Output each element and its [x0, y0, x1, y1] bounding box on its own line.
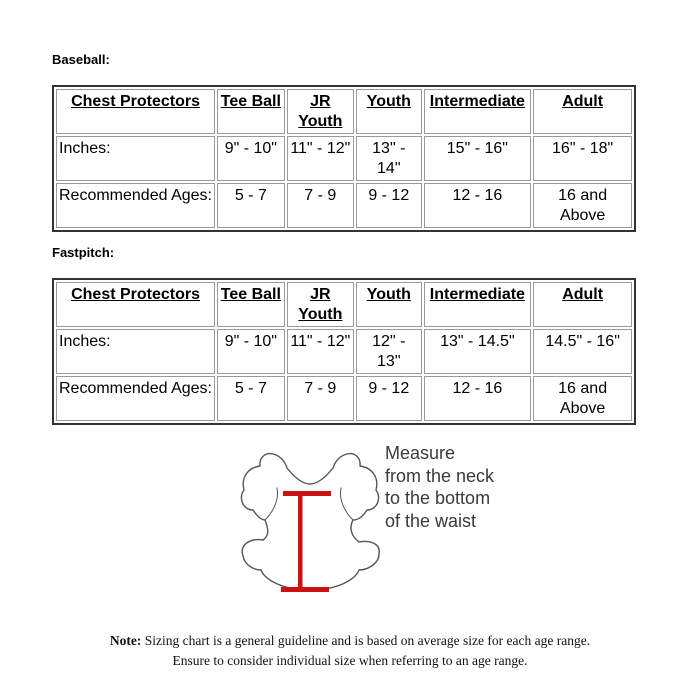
header-youth: Youth: [356, 282, 421, 327]
table-cell: 16" - 18": [533, 136, 632, 181]
table-row: [56, 329, 632, 374]
table-cell: 12" - 13": [356, 329, 421, 374]
chest-protector-outline-icon: [241, 454, 379, 590]
fastpitch-section-title: Fastpitch:: [52, 245, 115, 260]
table-cell: 16 and Above: [533, 183, 632, 228]
measure-top-bar: [283, 491, 331, 496]
table-header-row: [56, 282, 632, 327]
row-label-ages: Recommended Ages:: [56, 376, 215, 421]
measure-vertical-bar: [298, 493, 303, 589]
row-label-inches: Inches:: [56, 329, 215, 374]
header-intermediate: Intermediate: [424, 282, 532, 327]
row-label-inches: Inches:: [56, 136, 215, 181]
header-tee-ball: Tee Ball: [217, 282, 284, 327]
table-cell: 13" - 14": [356, 136, 421, 181]
table-cell: 5 - 7: [217, 376, 284, 421]
header-intermediate: Intermediate: [424, 89, 532, 134]
header-adult: Adult: [533, 89, 632, 134]
header-chest-protectors: Chest Protectors: [56, 89, 215, 134]
table-cell: 12 - 16: [424, 183, 532, 228]
baseball-section-title: Baseball:: [52, 52, 110, 67]
table-row: [56, 183, 632, 228]
table-row: [56, 376, 632, 421]
header-adult: Adult: [533, 282, 632, 327]
table-cell: 15" - 16": [424, 136, 532, 181]
table-header-row: [56, 89, 632, 134]
table-cell: 7 - 9: [287, 183, 354, 228]
measure-bottom-bar: [281, 587, 329, 592]
seam-line: [341, 488, 354, 520]
baseball-size-table: [52, 85, 636, 232]
table-cell: 16 and Above: [533, 376, 632, 421]
sizing-note: [0, 631, 700, 671]
table-row: [56, 136, 632, 181]
table-cell: 5 - 7: [217, 183, 284, 228]
note-line-1: Sizing chart is a general guideline and is based on average size for each age range.: [144, 633, 591, 648]
measure-caption: Measure from the neck to the bottom of the waist: [385, 443, 495, 531]
header-chest-protectors: Chest Protectors: [56, 282, 215, 327]
table-cell: 9 - 12: [356, 183, 421, 228]
fastpitch-size-table: [52, 278, 636, 425]
table-cell: 7 - 9: [287, 376, 354, 421]
seam-line: [265, 488, 278, 520]
table-cell: 12 - 16: [424, 376, 532, 421]
table-cell: 9 - 12: [356, 376, 421, 421]
header-tee-ball: Tee Ball: [217, 89, 284, 134]
header-jr-youth: JR Youth: [287, 282, 354, 327]
note-label: Note:: [109, 633, 142, 648]
table-cell: 11" - 12": [287, 329, 354, 374]
chest-protector-diagram: [235, 448, 385, 603]
header-jr-youth: JR Youth: [287, 89, 354, 134]
table-cell: 13" - 14.5": [424, 329, 532, 374]
row-label-ages: Recommended Ages:: [56, 183, 215, 228]
table-cell: 14.5" - 16": [533, 329, 632, 374]
note-line-2: Ensure to consider individual size when referring to an age range.: [172, 653, 528, 668]
table-cell: 9" - 10": [217, 329, 284, 374]
header-youth: Youth: [356, 89, 421, 134]
table-cell: 11" - 12": [287, 136, 354, 181]
table-cell: 9" - 10": [217, 136, 284, 181]
